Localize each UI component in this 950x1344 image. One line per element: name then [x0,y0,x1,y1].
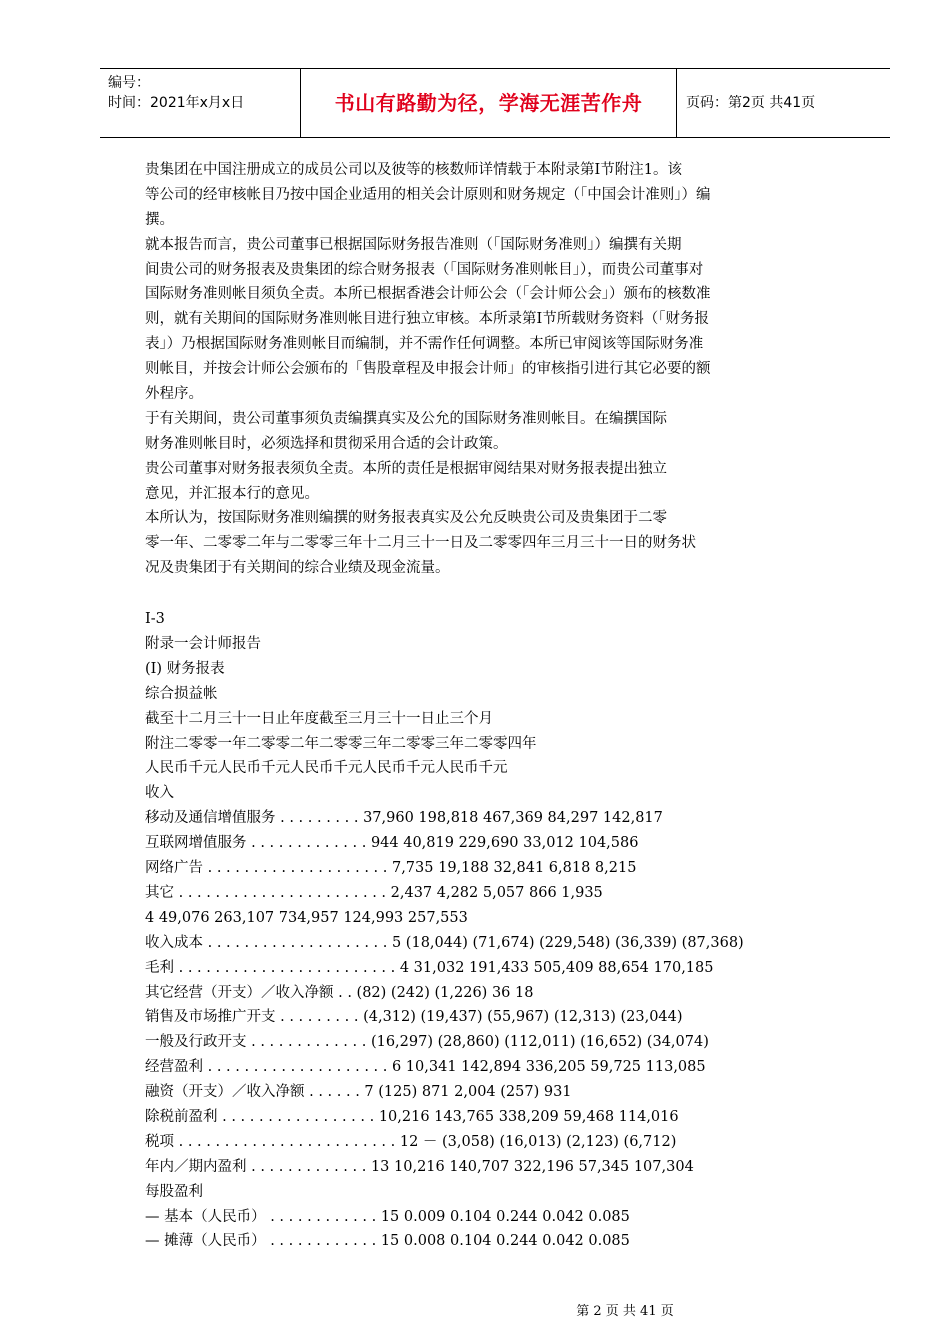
text-line: 贵集团在中国注册成立的成员公司以及彼等的核数师详情载于本附录第I节附注1。该 [145,162,682,178]
statement-line: 附注二零零一年二零零二年二零零三年二零零三年二零零四年 [145,735,537,752]
statement-line: — 摊薄（人民币） . . . . . . . . . . . . 15 0.008 0.104 0.244 0.042 0.085 [145,1233,630,1250]
statement-line: 人民币千元人民币千元人民币千元人民币千元人民币千元 [145,760,508,777]
statement-line: 综合损益帐 [145,685,218,702]
statement-line: 网络广告 . . . . . . . . . . . . . . . . . . . . 7,735 19,188 32,841 6,818 8,215 [145,860,637,877]
statement-line: 毛利 . . . . . . . . . . . . . . . . . . . . . . . . 4 31,032 191,433 505,409 88,654 170,185 [145,959,714,976]
statement-line: — 基本（人民币） . . . . . . . . . . . . 15 0.009 0.104 0.244 0.042 0.085 [145,1208,630,1225]
statement-line: 经营盈利 . . . . . . . . . . . . . . . . . . . . 6 10,341 142,894 336,205 59,725 113,085 [145,1059,706,1076]
statement-line: 融资（开支）／收入净额 . . . . . . 7 (125) 871 2,004 (257) 931 [145,1084,572,1101]
statement-line: 年内／期内盈利 . . . . . . . . . . . . . 13 10,216 140,707 322,196 57,345 107,304 [145,1158,694,1175]
statement-line: 收入成本 . . . . . . . . . . . . . . . . . . . . 5 (18,044) (71,674) (229,548) (36,339) (87,368) [145,934,744,951]
statement-line: 收入 [145,785,174,802]
report-paragraphs [145,158,825,581]
statement-line: 除税前盈利 . . . . . . . . . . . . . . . . . 10,216 143,765 338,209 59,468 114,016 [145,1108,679,1125]
statement-line: 截至十二月三十一日止年度截至三月三十一日止三个月 [145,710,493,727]
text-line: 则帐目，并按会计师公会颁布的「售股章程及申报会计师」的审核指引进行其它必要的额 [145,361,711,378]
text-line: 撰。 [145,211,174,228]
document-time-label: 时间：2021年x月x日 [108,95,245,111]
document-number-label: 编号： [108,75,150,91]
statement-line: 一般及行政开支 . . . . . . . . . . . . . (16,297) (28,860) (112,011) (16,652) (34,074) [145,1034,709,1051]
statement-line: 其它 . . . . . . . . . . . . . . . . . . . . . . . 2,437 4,282 5,057 866 1,935 [145,884,603,901]
text-line: 意见，并汇报本行的意见。 [145,485,319,502]
statement-line: 附录一会计师报告 [145,636,261,653]
statement-line: I-3 [145,611,165,628]
text-line: 就本报告而言，贵公司董事已根据国际财务报告准则（「国际财务准则」）编撰有关期 [145,236,682,253]
header-page-label: 页码：第2页 共41页 [686,95,816,111]
statement-line: 税项 . . . . . . . . . . . . . . . . . . . . . . . . 12 － (3,058) (16,013) (2,123) (6,712) [145,1133,677,1150]
section-spacer [145,581,825,607]
statement-line: 互联网增值服务 . . . . . . . . . . . . . 944 40,819 229,690 33,012 104,586 [145,835,639,852]
text-line: 国际财务准则帐目须负全责。本所已根据香港会计师公会（「会计师公会」）颁布的核数准 [145,286,711,303]
text-line: 则，就有关期间的国际财务准则帐目进行独立审核。本所录第I节所载财务资料（「财务报 [145,311,709,328]
page-header [100,68,890,138]
text-line: 贵公司董事对财务报表须负全责。本所的责任是根据审阅结果对财务报表提出独立 [145,460,667,477]
text-line: 于有关期间，贵公司董事须负责编撰真实及公允的国际财务准则帐目。在编撰国际 [145,410,667,427]
text-line: 间贵公司的财务报表及贵集团的综合财务报表（「国际财务准则帐目」），而贵公司董事对 [145,261,704,278]
header-meta [108,73,298,113]
statement-line: 其它经营（开支）／收入净额 . . (82) (242) (1,226) 36 18 [145,984,534,1001]
income-statement [145,607,825,1254]
text-line: 外程序。 [145,386,203,403]
header-motto: 书山有路勤为径，学海无涯苦作舟 [334,91,643,115]
statement-line: 4 49,076 263,107 734,957 124,993 257,553 [145,909,468,926]
text-line: 况及贵集团于有关期间的综合业绩及现金流量。 [145,560,450,577]
page-footer: 第 2 页 共 41 页 [576,1304,674,1319]
text-line: 零一年、二零零二年与二零零三年十二月三十一日及二零零四年三月三十一日的财务状 [145,535,696,552]
header-divider [676,69,677,137]
document-body [145,158,825,1254]
statement-line: (I) 财务报表 [145,660,225,677]
text-line: 财务准则帐目时，必须选择和贯彻采用合适的会计政策。 [145,435,508,452]
statement-line: 销售及市场推广开支 . . . . . . . . . (4,312) (19,437) (55,967) (12,313) (23,044) [145,1009,683,1026]
text-line: 等公司的经审核帐目乃按中国企业适用的相关会计原则和财务规定（「中国会计准则」）编 [145,186,711,203]
text-line: 本所认为，按国际财务准则编撰的财务报表真实及公允反映贵公司及贵集团于二零 [145,510,667,527]
text-line: 表」）乃根据国际财务准则帐目而编制，并不需作任何调整。本所已审阅该等国际财务准 [145,336,704,353]
statement-line: 每股盈利 [145,1183,203,1200]
statement-line: 移动及通信增值服务 . . . . . . . . . 37,960 198,818 467,369 84,297 142,817 [145,810,663,827]
